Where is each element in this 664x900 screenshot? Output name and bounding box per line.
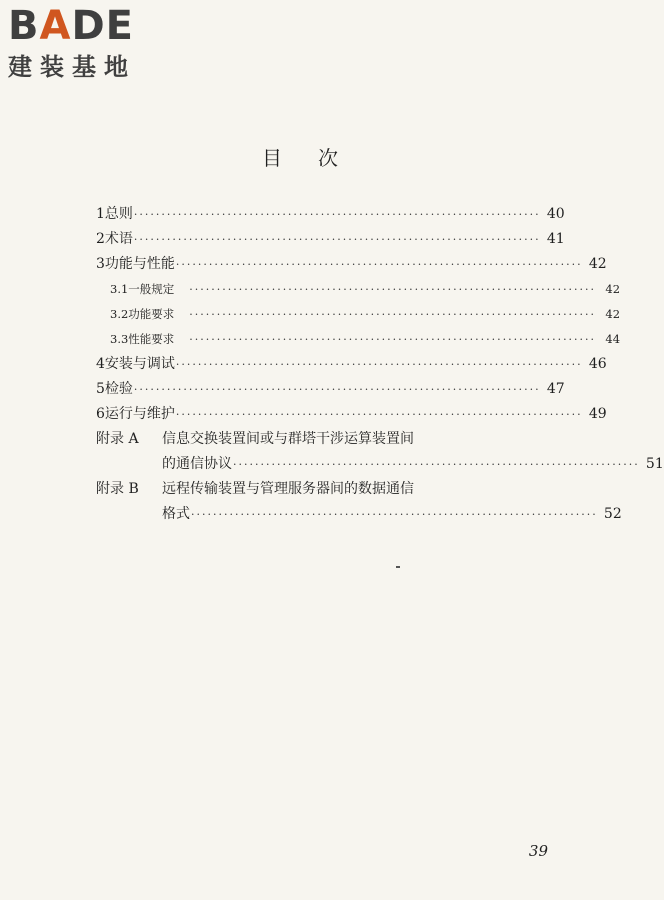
- toc-subentry[interactable]: 3.3 性能要求 ·········································································· 44: [110, 332, 621, 346]
- toc-subentry[interactable]: 3.1 一般规定 ·········································································· 42: [110, 282, 621, 296]
- toc-appendix-a[interactable]: 附录 A 信息交换装置间或与群塔干涉运算装置间: [96, 431, 414, 447]
- toc-appendix-b[interactable]: 附录 B 远程传输装置与管理服务器间的数据通信: [96, 481, 414, 497]
- toc-title: 目次: [262, 146, 374, 170]
- toc-subentry[interactable]: 3.2 功能要求 ·········································································· 42: [110, 307, 621, 321]
- bade-logo: [8, 4, 178, 82]
- toc-appendix-b-continued[interactable]: 格式 ·········································································· 52: [162, 506, 622, 522]
- logo-subtitle: 建装基地: [8, 53, 136, 81]
- table-of-contents: [96, 202, 664, 527]
- page-number: 39: [528, 842, 548, 860]
- stray-mark: [396, 566, 400, 568]
- logo-wordmark: BADE: [8, 3, 134, 49]
- toc-entry[interactable]: 1 总则 ·········································································· 40: [96, 206, 565, 222]
- toc-entry[interactable]: 3 功能与性能 ·········································································· 42: [96, 256, 607, 272]
- toc-entry[interactable]: 5 检验 ·········································································· 47: [96, 381, 565, 397]
- toc-appendix-a-continued[interactable]: 的通信协议 ·········································································· 51: [162, 456, 664, 472]
- toc-entry[interactable]: 2 术语 ·········································································· 41: [96, 231, 565, 247]
- toc-entry[interactable]: 4 安装与调试 ·········································································· 46: [96, 356, 607, 372]
- toc-entry[interactable]: 6 运行与维护 ·········································································· 49: [96, 406, 607, 422]
